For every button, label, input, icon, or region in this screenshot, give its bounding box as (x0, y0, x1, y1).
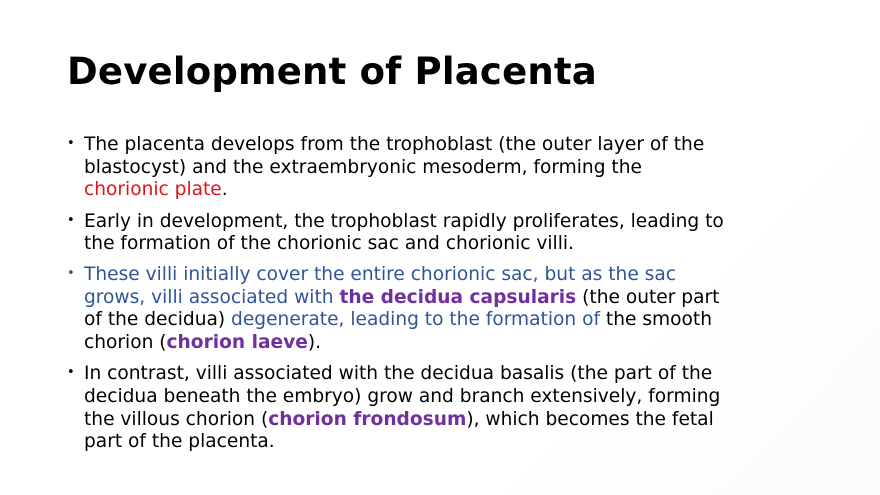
text-run: degenerate, leading to the formation of (231, 309, 601, 331)
text-line (84, 287, 827, 310)
text-run: In contrast, villi associated with the decidua basalis (the part of the (84, 363, 713, 385)
bullet-icon: • (67, 212, 75, 228)
text-line (84, 157, 827, 180)
bullet-item (67, 264, 827, 354)
text-run: (the outer part (576, 286, 720, 308)
bullet-icon: • (67, 265, 75, 281)
text-line (84, 309, 827, 332)
text-line (84, 363, 827, 386)
text-line (84, 233, 827, 256)
bullet-list (67, 134, 827, 463)
bullet-icon: • (67, 136, 75, 151)
text-run: of the decidua) (84, 309, 232, 331)
text-line (84, 211, 827, 234)
bullet-item (67, 363, 827, 453)
bullet-icon: • (67, 365, 75, 381)
text-run: . (221, 179, 228, 201)
bullet-item (67, 211, 827, 256)
bullet-item (67, 134, 827, 202)
text-run: ). (307, 331, 322, 353)
text-run: grows, villi associated with (84, 286, 340, 308)
slide-title: Development of Placenta (67, 50, 597, 93)
text-run: The placenta develops from the trophoblast (the outer layer of the (84, 134, 705, 155)
text-run: chorion ( (84, 331, 167, 353)
text-line (84, 409, 827, 432)
text-run: blastocyst) and the extraembryonic mesoderm, forming the (84, 156, 642, 178)
text-line (84, 179, 827, 202)
text-line (84, 332, 827, 355)
text-run: the smooth (600, 309, 712, 331)
text-line (84, 386, 827, 409)
text-run: These villi initially cover the entire chorionic sac, but as the sac (84, 263, 676, 285)
text-run: part of the placenta. (84, 431, 275, 453)
highlight-term-chorionic-plate: chorionic plate (84, 179, 222, 201)
text-run: decidua beneath the embryo) grow and branch extensively, forming (84, 385, 721, 407)
text-run: ), which becomes the fetal (466, 408, 714, 430)
text-line (84, 264, 827, 287)
text-run: the formation of the chorionic sac and chorionic villi. (84, 233, 574, 255)
text-line (84, 431, 827, 454)
text-run: the villous chorion ( (84, 408, 269, 430)
highlight-term-decidua-capsularis: the decidua capsularis (339, 286, 577, 308)
text-line (84, 134, 827, 157)
highlight-term-chorion-frondosum: chorion frondosum (268, 408, 467, 430)
text-run: Early in development, the trophoblast rapidly proliferates, leading to (84, 210, 724, 232)
highlight-term-chorion-laeve: chorion laeve (166, 331, 308, 353)
